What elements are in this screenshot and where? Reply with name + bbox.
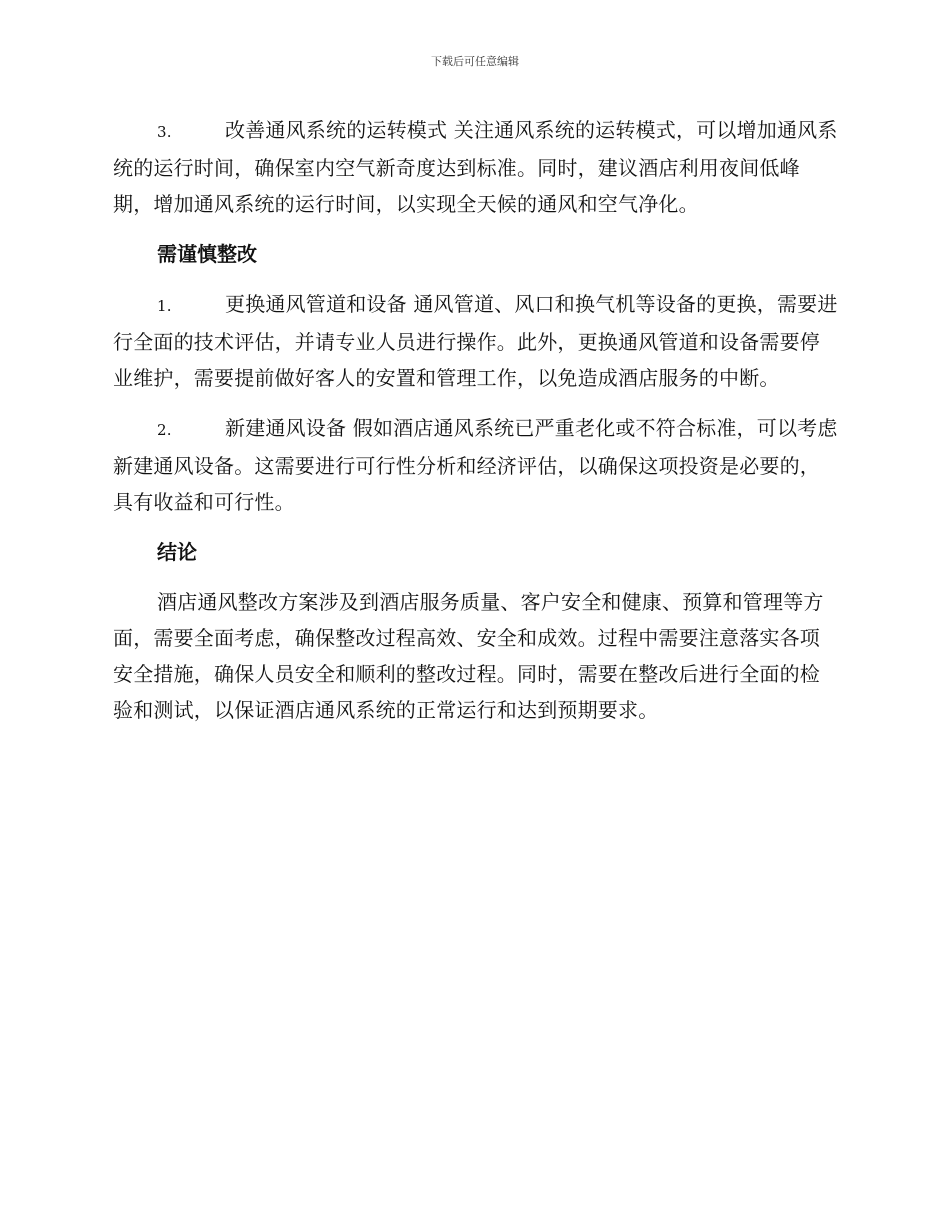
paragraph-conclusion xyxy=(113,584,840,728)
section-heading-conclusion: 结论 xyxy=(157,540,197,564)
paragraph-item-2 xyxy=(113,410,840,520)
paragraph-text: 酒店通风整改方案涉及到酒店服务质量、客户安全和健康、预算和管理等方面，需要全面考虑，确保整改过程高效、安全和成效。过程中需要注意落实各项安全措施，确保人员安全和顺利的整改过程。同时，需要在整改后进行全面的检验和测试，以保证酒店通风系统的正常运行和达到预期要求。 xyxy=(113,590,824,722)
page-header: 下载后可任意编辑 xyxy=(431,55,519,68)
document-body xyxy=(113,112,840,742)
paragraph-item-1 xyxy=(113,286,840,396)
item-number: 3. xyxy=(157,123,172,141)
item-number: 1. xyxy=(157,297,172,315)
paragraph-text: 新建通风设备 假如酒店通风系统已严重老化或不符合标准，可以考虑新建通风设备。这需要进行可行性分析和经济评估，以确保这项投资是必要的，具有收益和可行性。 xyxy=(113,416,838,514)
section-heading-careful: 需谨慎整改 xyxy=(157,242,257,266)
paragraph-text: 改善通风系统的运转模式 关注通风系统的运转模式，可以增加通风系统的运行时间，确保室内空气新奇度达到标准。同时，建议酒店利用夜间低峰期，增加通风系统的运行时间，以实现全天候的通风和空气净化。 xyxy=(113,118,838,216)
item-number: 2. xyxy=(157,421,172,439)
paragraph-item-3 xyxy=(113,112,840,222)
paragraph-text: 更换通风管道和设备 通风管道、风口和换气机等设备的更换，需要进行全面的技术评估，并请专业人员进行操作。此外，更换通风管道和设备需要停业维护，需要提前做好客人的安置和管理工作，以免造成酒店服务的中断。 xyxy=(113,292,838,390)
